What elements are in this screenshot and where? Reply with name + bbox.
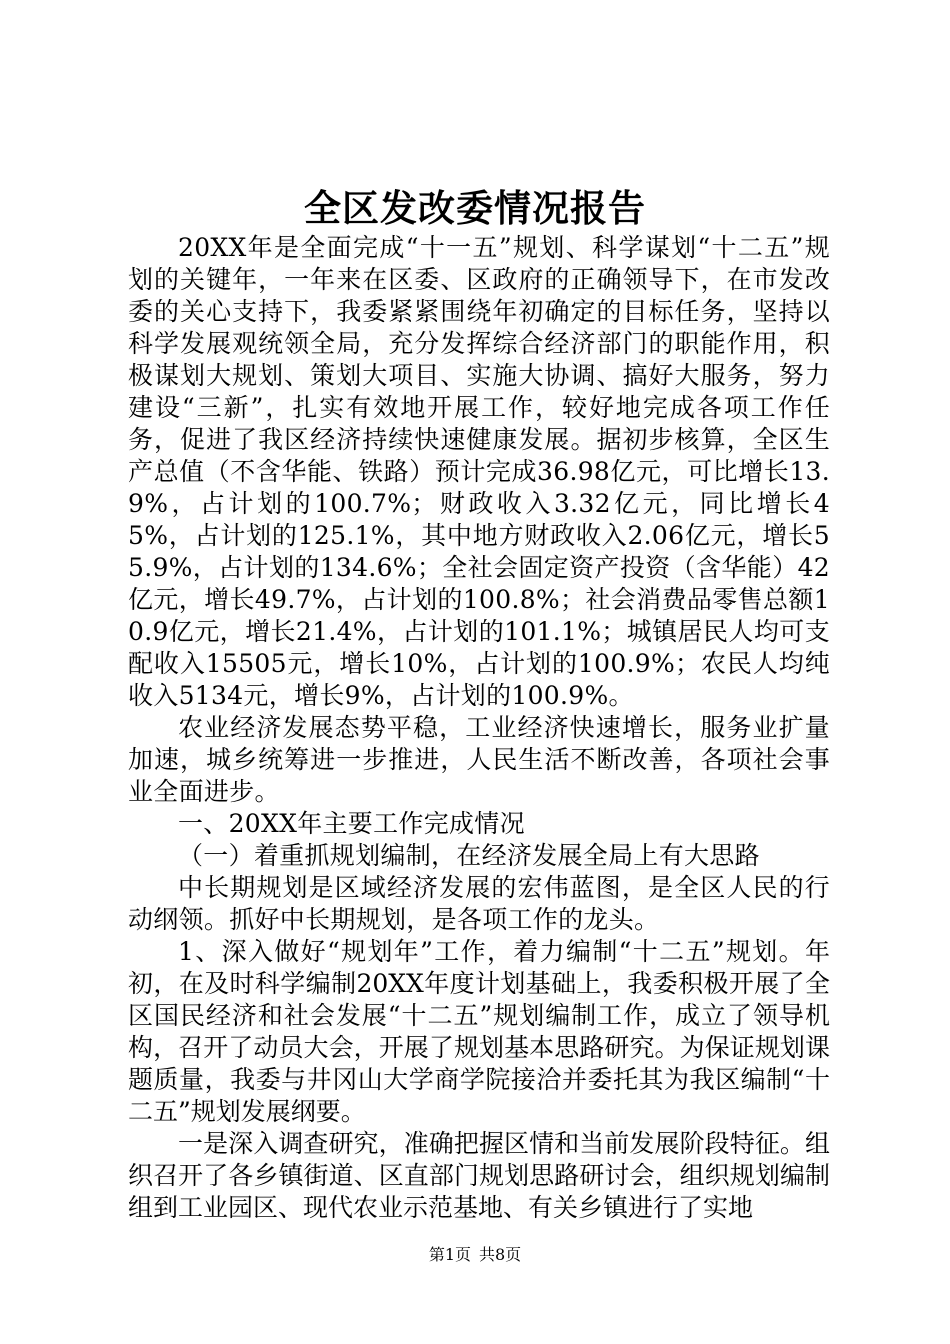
section-heading: 一、20XX年主要工作完成情况 xyxy=(178,809,525,838)
document-title: 全区发改委情况报告 xyxy=(304,186,646,230)
page-number: 第1页 xyxy=(428,1245,471,1264)
paragraph-research: 一是深入调查研究，准确把握区情和当前发展阶段特征。组织召开了各乡镇街道、区直部门规划思路研讨会，组织规划编制组到工业园区、现代农业示范基地、有关乡镇进行了实地 xyxy=(128,1129,830,1222)
paragraph-item-1: 1、深入做好“规划年”工作，着力编制“十二五”规划。年初，在及时科学编制20XX年度计划基础上，我委积极开展了全区国民经济和社会发展“十二五”规划编制工作，成立了领导机构，召开了动员大会，开展了规划基本思路研究。为保证规划课题质量，我委与井冈山大学商学院接洽并委托其为我区编制“十二五”规划发展纲要。 xyxy=(128,937,830,1126)
page-footer xyxy=(0,1244,950,1266)
subsection-heading: （一）着重抓规划编制，在经济发展全局上有大思路 xyxy=(178,841,760,870)
paragraph-summary: 农业经济发展态势平稳，工业经济快速增长，服务业扩量加速，城乡统筹进一步推进，人民生活不断改善，各项社会事业全面进步。 xyxy=(128,713,830,806)
document-body xyxy=(128,232,830,1224)
paragraph-planning: 中长期规划是区域经济发展的宏伟蓝图，是全区人民的行动纲领。抓好中长期规划，是各项工作的龙头。 xyxy=(128,873,830,934)
page-total: 共8页 xyxy=(479,1245,522,1264)
paragraph-intro: 20XX年是全面完成“十一五”规划、科学谋划“十二五”规划的关键年，一年来在区委、区政府的正确领导下，在市发改委的关心支持下，我委紧紧围绕年初确定的目标任务，坚持以科学发展观统领全局，充分发挥综合经济部门的职能作用，积极谋划大规划、策划大项目、实施大协调、搞好大服务，努力建设“三新”，扎实有效地开展工作，较好地完成各项工作任务，促进了我区经济持续快速健康发展。据初步核算，全区生产总值（不含华能、铁路）预计完成36.98亿元，可比增长13.9%，占计划的100.7%；财政收入3.32亿元，同比增长45%，占计划的125.1%，其中地方财政收入2.06亿元，增长55.9%，占计划的134.6%；全社会固定资产投资（含华能）42亿元，增长49.7%，占计划的100.8%；社会消费品零售总额10.9亿元，增长21.4%，占计划的101.1%；城镇居民人均可支配收入15505元，增长10%，占计划的100.9%；农民人均纯收入5134元，增长9%，占计划的100.9%。 xyxy=(128,233,830,710)
